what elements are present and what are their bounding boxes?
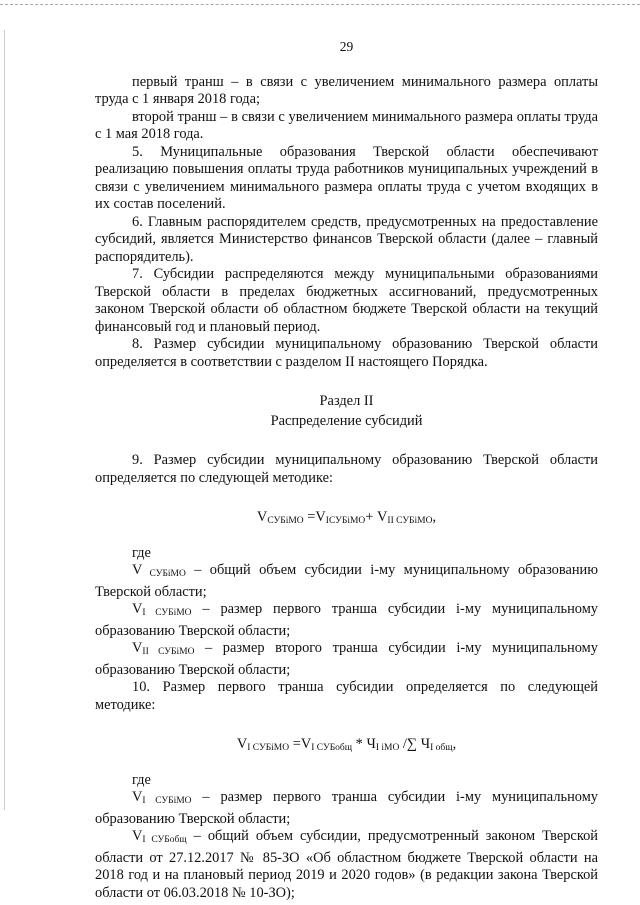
definition-v-first-2: $V_{I СУБiМО}$ – размер первого транша субсидии i-му муниципальному образованию Тверской области; — [95, 789, 598, 827]
definition-v-second: $V_{II СУБiМО}$ – размер второго транша субсидии i-му муниципальному образованию Тверской области; — [95, 640, 598, 678]
formula-total-subsidy: $V_{СУБiМО} =V_{IСУБiМО}+ V_{II СУБiМО}$, — [256, 509, 437, 526]
scan-left-edge — [4, 30, 5, 810]
document-page — [95, 38, 598, 902]
paragraph-10: 10. Размер первого транша субсидии определяется по следующей методике: — [95, 679, 598, 713]
definition-v-total: V $_{СУБiМО}$ – общий объем субсидии i-му муниципальному образованию Тверской области; — [95, 562, 599, 600]
scan-top-edge — [0, 4, 640, 5]
where-label: где — [132, 544, 151, 561]
section-subtitle: Распределение субсидий — [270, 412, 423, 429]
formula-first-tranche: $V_{I СУБiМО} =V_{I СУБобщ} * Ч_{I iМО}$ /∑ $Ч_{I общ}$, — [236, 736, 457, 753]
paragraph-first-tranche: первый транш – в связи с увеличением минимального размера оплаты труда с 1 января 2018 года; — [95, 73, 598, 107]
paragraph-6: 6. Главным распорядителем средств, предусмотренных на предоставление субсидий, является Министерство финансов Тверской области (далее – главный распорядитель). — [95, 213, 598, 265]
section-title: Раздел II — [319, 393, 374, 409]
page-number: 29 — [339, 39, 354, 54]
paragraph-5: 5. Муниципальные образования Тверской области обеспечивают реализацию повышения оплаты труда работников муниципальных учреждений в связи с увеличением минимального размера оплаты труда с учетом входящих в их состав поселений. — [95, 143, 598, 212]
definition-v-total-pool: $V_{I СУБобщ}$ – общий объем субсидии, предусмотренный законом Тверской области от 27.12.2017 № 85-ЗО «Об областном бюджете Тверской области на 2018 год и на плановый период 2019 и 2020 годов» (в редакции закона Тверской области от 06.03.2018 № 10-ЗО); — [95, 828, 598, 901]
paragraph-7: 7. Субсидии распределяются между муниципальными образованиями Тверской области в пределах бюджетных ассигнований, предусмотренных законом Тверской области об областном бюджете Тверской области на текущий финансовый год и плановый период. — [95, 266, 598, 335]
definition-v-first: $V_{I СУБiМО}$ – размер первого транша субсидии i-му муниципальному образованию Тверской области; — [95, 601, 598, 639]
paragraph-second-tranche: второй транш – в связи с увеличением минимального размера оплаты труда с 1 мая 2018 года. — [95, 108, 598, 142]
paragraph-9: 9. Размер субсидии муниципальному образованию Тверской области определяется по следующей методике: — [95, 452, 598, 486]
paragraph-8: 8. Размер субсидии муниципальному образованию Тверской области определяется в соответствии с разделом II настоящего Порядка. — [95, 336, 598, 370]
where-label-2: где — [132, 771, 151, 788]
